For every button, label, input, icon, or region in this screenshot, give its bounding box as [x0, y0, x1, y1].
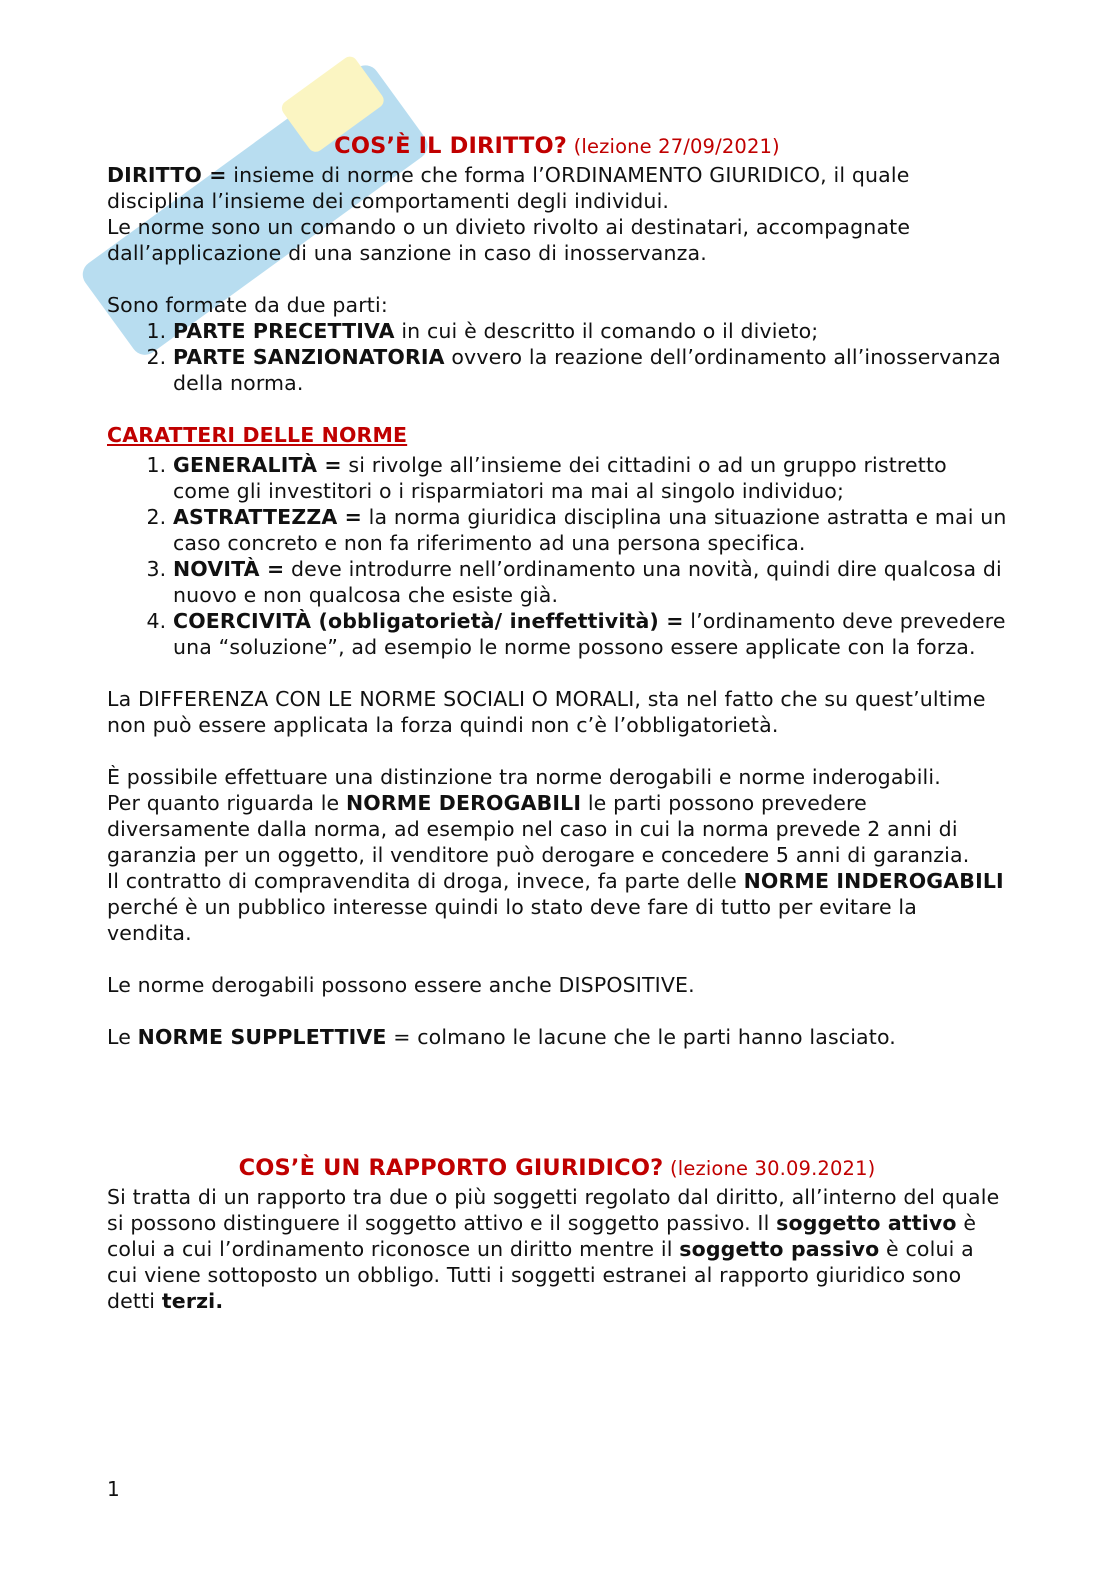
lesson-date-2: (lezione 30.09.2021)	[670, 1157, 876, 1180]
rapporto-paragraph: Si tratta di un rapporto tra due o più soggetti regolato dal diritto, all’interno del quale si possono distinguere il soggetto attivo e il soggetto passivo. Il soggetto attivo è colui a cui l’ordinamento riconosce un diritto mentre il soggetto passivo è colui a cui viene sottoposto un obbligo. Tutti i soggetti estranei al rapporto giuridico sono detti terzi.	[107, 1185, 1000, 1313]
list-item: 1. GENERALITÀ = si rivolge all’insieme dei cittadini o ad un gruppo ristretto come gli investitori o i risparmiatori ma mai al singolo individuo;	[173, 452, 1007, 504]
dispositive-paragraph: Le norme derogabili possono essere anche DISPOSITIVE.	[107, 973, 695, 997]
suppletive-paragraph: Le NORME SUPPLETTIVE = colmano le lacune che le parti hanno lasciato.	[107, 1025, 896, 1049]
parts-intro: Sono formate da due parti:	[107, 293, 388, 317]
diritto-term: DIRITTO =	[107, 163, 227, 187]
list-item: 4. COERCIVITÀ (obbligatorietà/ ineffettività) = l’ordinamento deve prevedere una “soluzione”, ad esempio le norme possono essere applicate con la forza.	[173, 608, 1007, 660]
title-rapporto: COS’È UN RAPPORTO GIURIDICO?	[238, 1155, 664, 1181]
characters-list	[107, 452, 1007, 660]
page-number: 1	[107, 1477, 120, 1501]
section-title-rapporto	[107, 1152, 1007, 1184]
list-item: 3. NOVITÀ = deve introdurre nell’ordinamento una novità, quindi dire qualcosa di nuovo e non qualcosa che esiste già.	[173, 556, 1007, 608]
list-item: 2. PARTE SANZIONATORIA ovvero la reazione dell’ordinamento all’inosservanza della norma.	[173, 344, 1007, 396]
list-item: 1. PARTE PRECETTIVA in cui è descritto il comando o il divieto;	[173, 318, 1007, 344]
difference-paragraph: La DIFFERENZA CON LE NORME SOCIALI O MORALI, sta nel fatto che su quest’ultime non può essere applicata la forza quindi non c’è l’obbligatorietà.	[107, 687, 986, 737]
title-diritto: COS’È IL DIRITTO?	[334, 133, 567, 159]
diritto-definition: DIRITTO = insieme di norme che forma l’ORDINAMENTO GIURIDICO, il quale disciplina l’insieme dei comportamenti degli individui.	[107, 163, 910, 213]
document-page	[107, 130, 1007, 1314]
inderogabili-paragraph: Il contratto di compravendita di droga, invece, fa parte delle NORME INDEROGABILI perché è un pubblico interesse quindi lo stato deve fare di tutto per evitare la vendita.	[107, 869, 1004, 945]
lesson-date-1: (lezione 27/09/2021)	[573, 135, 780, 158]
norme-description: Le norme sono un comando o un divieto rivolto ai destinatari, accompagnate dall’applicazione di una sanzione in caso di inosservanza.	[107, 215, 911, 265]
derogabili-paragraph: Per quanto riguarda le NORME DEROGABILI le parti possono prevedere diversamente dalla norma, ad esempio nel caso in cui la norma prevede 2 anni di garanzia per un oggetto, il venditore può derogare e concedere 5 anni di garanzia.	[107, 791, 970, 867]
parts-list	[107, 318, 1007, 396]
caratteri-heading: CARATTERI DELLE NORME	[107, 423, 408, 447]
list-item: 2. ASTRATTEZZA = la norma giuridica disciplina una situazione astratta e mai un caso concreto e non fa riferimento ad una persona specifica.	[173, 504, 1007, 556]
derogabili-intro: È possibile effettuare una distinzione tra norme derogabili e norme inderogabili.	[107, 765, 941, 789]
section-title-diritto	[107, 130, 1007, 162]
